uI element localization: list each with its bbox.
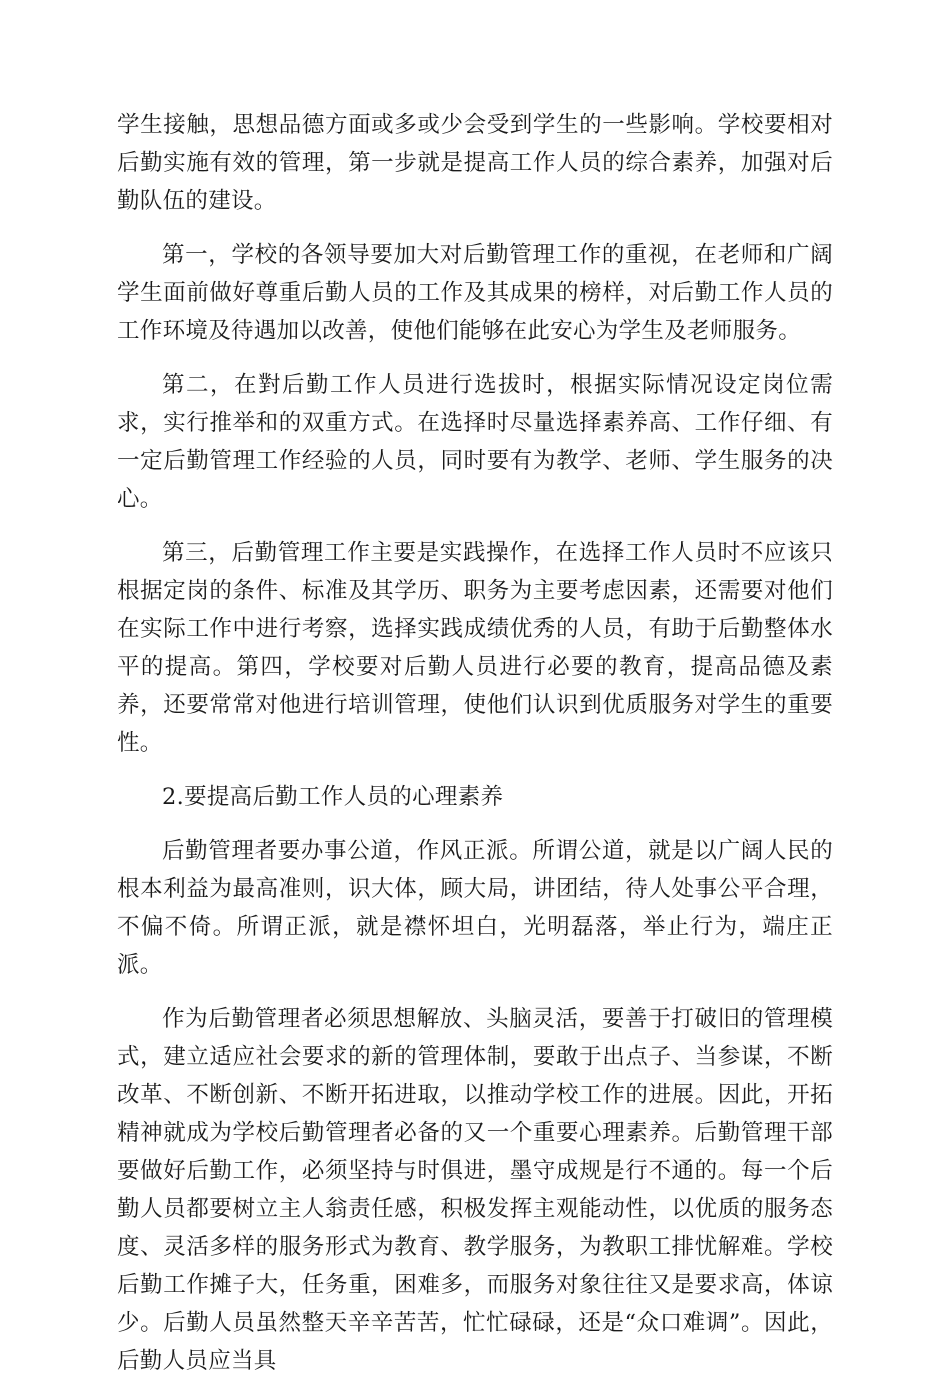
section-heading: 2.要提高后勤工作人员的心理素养 <box>162 784 504 810</box>
paragraph-fairness: 后勤管理者要办事公道，作风正派。所谓公道，就是以广阔人民的根本利益为最高准则，识大体，顾大局，讲团结，待人处事公平合理，不偏不倚。所谓正派，就是襟怀坦白，光明磊落，举止行为，端庄正派。 <box>117 838 833 978</box>
paragraph-second-point: 第二，在對后勤工作人员进行选拔时，根据实际情况设定岗位需求，实行推举和的双重方式。在选择时尽量选择素养高、工作仔细、有一定后勤管理工作经验的人员，同时要有为教学、老师、学生服务的决心。 <box>117 372 833 512</box>
paragraph-third-fourth-point: 第三，后勤管理工作主要是实践操作，在选择工作人员时不应该只根据定岗的条件、标准及其学历、职务为主要考虑因素，还需要对他们在实际工作中进行考察，选择实践成绩优秀的人员，有助于后勤整体水平的提高。第四，学校要对后勤人员进行必要的教育，提高品德及素养，还要常常对他进行培训管理，使他们认识到优质服务对学生的重要性。 <box>117 540 833 756</box>
paragraph-first-point: 第一，学校的各领导要加大对后勤管理工作的重视，在老师和广阔学生面前做好尊重后勤人员的工作及其成果的榜样，对后勤工作人员的工作环境及待遇加以改善，使他们能够在此安心为学生及老师服务。 <box>117 242 833 344</box>
paragraph-pioneering-spirit: 作为后勤管理者必须思想解放、头脑灵活，要善于打破旧的管理模式，建立适应社会要求的新的管理体制，要敢于出点子、当参谋，不断改革、不断创新、不断开拓进取，以推动学校工作的进展。因此，开拓精神就成为学校后勤管理者必备的又一个重要心理素养。后勤管理干部要做好后勤工作，必须坚持与时俱进，墨守成规是行不通的。每一个后勤人员都要树立主人翁责任感，积极发挥主观能动性，以优质的服务态度、灵活多样的服务形式为教育、教学服务，为教职工排忧解难。学校后勤工作摊子大，任务重，困难多，而服务对象往往又是要求高，体谅少。后勤人员虽然整天辛辛苦苦，忙忙碌碌，还是“众口难调”。因此，后勤人员应当具 <box>117 1006 833 1374</box>
paragraph-continuation: 学生接触，思想品德方面或多或少会受到学生的一些影响。学校要相对后勤实施有效的管理，第一步就是提高工作人员的综合素养，加强对后勤队伍的建设。 <box>117 112 833 214</box>
document-page <box>117 106 833 1396</box>
